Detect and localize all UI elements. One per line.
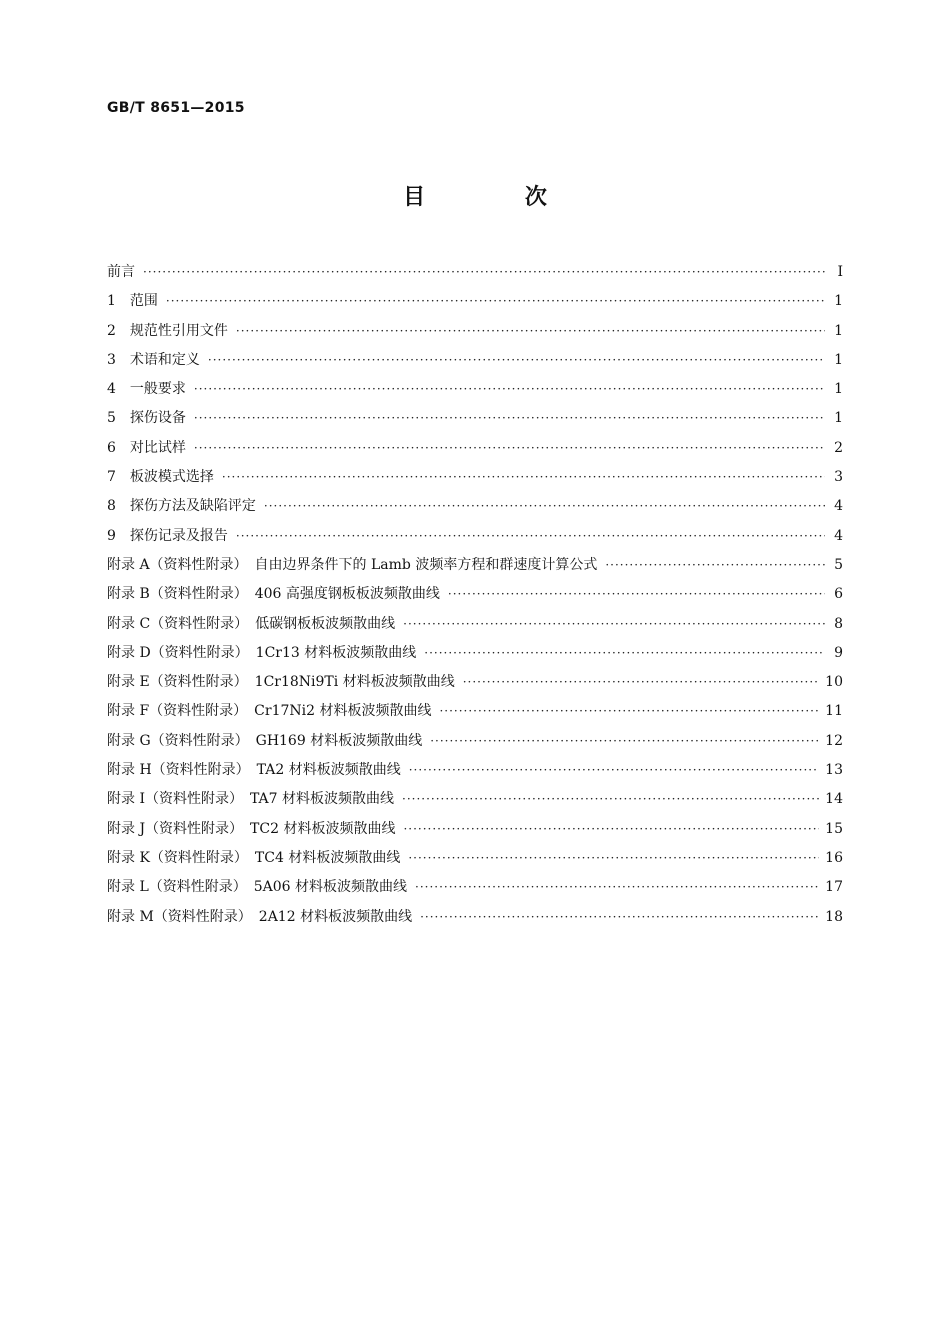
toc-entry-label: 5 探伤设备: [107, 410, 186, 427]
toc-entry-page: 4: [834, 527, 843, 544]
toc-entry[interactable]: [107, 756, 843, 785]
toc-entry[interactable]: [107, 903, 843, 932]
dot-leader: [409, 756, 819, 785]
toc-entry-page: 17: [825, 879, 843, 896]
toc-entry[interactable]: [107, 639, 843, 668]
toc-entry-page: 1: [834, 293, 843, 310]
toc-entry-page: 18: [825, 908, 843, 925]
dot-leader: [463, 668, 819, 697]
toc-entry-label: 附录 F（资料性附录） Cr17Ni2 材料板波频散曲线: [107, 703, 432, 720]
toc-entry[interactable]: [107, 287, 843, 316]
dot-leader: [424, 639, 825, 668]
dot-leader: [402, 785, 819, 814]
toc-entry-page: Ⅰ: [837, 264, 843, 280]
toc-entry-label: 附录 C（资料性附录） 低碳钢板板波频散曲线: [107, 615, 396, 632]
dot-leader: [194, 434, 825, 463]
toc-entry[interactable]: [107, 610, 843, 639]
dot-leader: [403, 610, 825, 639]
toc-entry[interactable]: [107, 404, 843, 433]
toc-entry[interactable]: [107, 551, 843, 580]
toc-entry-label: 附录 E（资料性附录） 1Cr18Ni9Ti 材料板波频散曲线: [107, 674, 455, 691]
toc-entry-label: 9 探伤记录及报告: [107, 527, 228, 544]
dot-leader: [194, 404, 825, 433]
toc-entry-page: 4: [834, 498, 843, 515]
dot-leader: [415, 873, 819, 902]
dot-leader: [403, 815, 819, 844]
toc-entry-label: 3 术语和定义: [107, 351, 200, 368]
toc-entry-label: 1 范围: [107, 293, 158, 310]
toc-entry-label: 附录 A（资料性附录） 自由边界条件下的 Lamb 波频率方程和群速度计算公式: [107, 556, 598, 573]
toc-entry-label: 附录 L（资料性附录） 5A06 材料板波频散曲线: [107, 879, 408, 896]
toc-entry[interactable]: [107, 844, 843, 873]
dot-leader: [430, 727, 819, 756]
toc-entry-page: 13: [825, 762, 843, 779]
dot-leader: [222, 463, 825, 492]
toc-entry-page: 1: [834, 381, 843, 398]
toc-entry[interactable]: [107, 492, 843, 521]
toc-entry-label: 附录 M（资料性附录） 2A12 材料板波频散曲线: [107, 908, 413, 925]
toc-entry-page: 11: [825, 703, 843, 720]
dot-leader: [208, 346, 825, 375]
toc-entry-page: 6: [834, 586, 843, 603]
toc-entry[interactable]: [107, 785, 843, 814]
toc-entry[interactable]: [107, 697, 843, 726]
toc-entry-page: 3: [834, 469, 843, 486]
toc-entry-label: 附录 G（资料性附录） GH169 材料板波频散曲线: [107, 732, 423, 749]
toc-entry-page: 2: [834, 439, 843, 456]
toc-entry[interactable]: [107, 258, 843, 287]
toc-entry-label: 附录 K（资料性附录） TC4 材料板波频散曲线: [107, 849, 401, 866]
dot-leader: [420, 903, 819, 932]
toc-entry-label: 附录 J（资料性附录） TC2 材料板波频散曲线: [107, 820, 396, 837]
toc-entry[interactable]: [107, 346, 843, 375]
dot-leader: [236, 522, 825, 551]
toc-entry[interactable]: [107, 727, 843, 756]
dot-leader: [236, 317, 825, 346]
toc-entry-page: 1: [834, 410, 843, 427]
toc-entry-page: 8: [834, 615, 843, 632]
toc-entry-label: 附录 H（资料性附录） TA2 材料板波频散曲线: [107, 762, 401, 779]
toc-entry-label: 6 对比试样: [107, 439, 186, 456]
dot-leader: [166, 287, 825, 316]
dot-leader: [143, 258, 825, 287]
toc-entry-page: 12: [825, 732, 843, 749]
toc-entry[interactable]: [107, 873, 843, 902]
toc-entry-label: 7 板波模式选择: [107, 469, 214, 486]
toc-entry-page: 16: [825, 849, 843, 866]
toc-entry-page: 9: [834, 644, 843, 661]
toc-entry[interactable]: [107, 580, 843, 609]
dot-leader: [448, 580, 825, 609]
toc-entry[interactable]: [107, 463, 843, 492]
dot-leader: [408, 844, 819, 873]
table-of-contents: [107, 258, 843, 932]
standard-code: GB/T 8651—2015: [107, 100, 245, 116]
toc-entry[interactable]: [107, 815, 843, 844]
toc-entry[interactable]: [107, 317, 843, 346]
toc-entry[interactable]: [107, 668, 843, 697]
toc-entry-page: 5: [834, 556, 843, 573]
dot-leader: [439, 697, 819, 726]
dot-leader: [264, 492, 825, 521]
toc-entry-page: 14: [825, 791, 843, 808]
toc-entry-page: 15: [825, 820, 843, 837]
toc-entry-label: 附录 I（资料性附录） TA7 材料板波频散曲线: [107, 791, 395, 808]
toc-entry[interactable]: [107, 522, 843, 551]
dot-leader: [194, 375, 825, 404]
toc-entry-page: 1: [834, 322, 843, 339]
toc-entry-label: 前言: [107, 264, 135, 280]
toc-entry-label: 附录 B（资料性附录） 406 高强度钢板板波频散曲线: [107, 586, 440, 603]
toc-entry-label: 附录 D（资料性附录） 1Cr13 材料板波频散曲线: [107, 644, 417, 661]
toc-entry-page: 1: [834, 351, 843, 368]
toc-entry[interactable]: [107, 434, 843, 463]
toc-entry-page: 10: [825, 674, 843, 691]
toc-entry-label: 4 一般要求: [107, 381, 186, 398]
dot-leader: [605, 551, 825, 580]
toc-entry-label: 8 探伤方法及缺陷评定: [107, 498, 256, 515]
toc-entry[interactable]: [107, 375, 843, 404]
toc-entry-label: 2 规范性引用文件: [107, 322, 228, 339]
page-title: 目 次: [403, 185, 593, 210]
